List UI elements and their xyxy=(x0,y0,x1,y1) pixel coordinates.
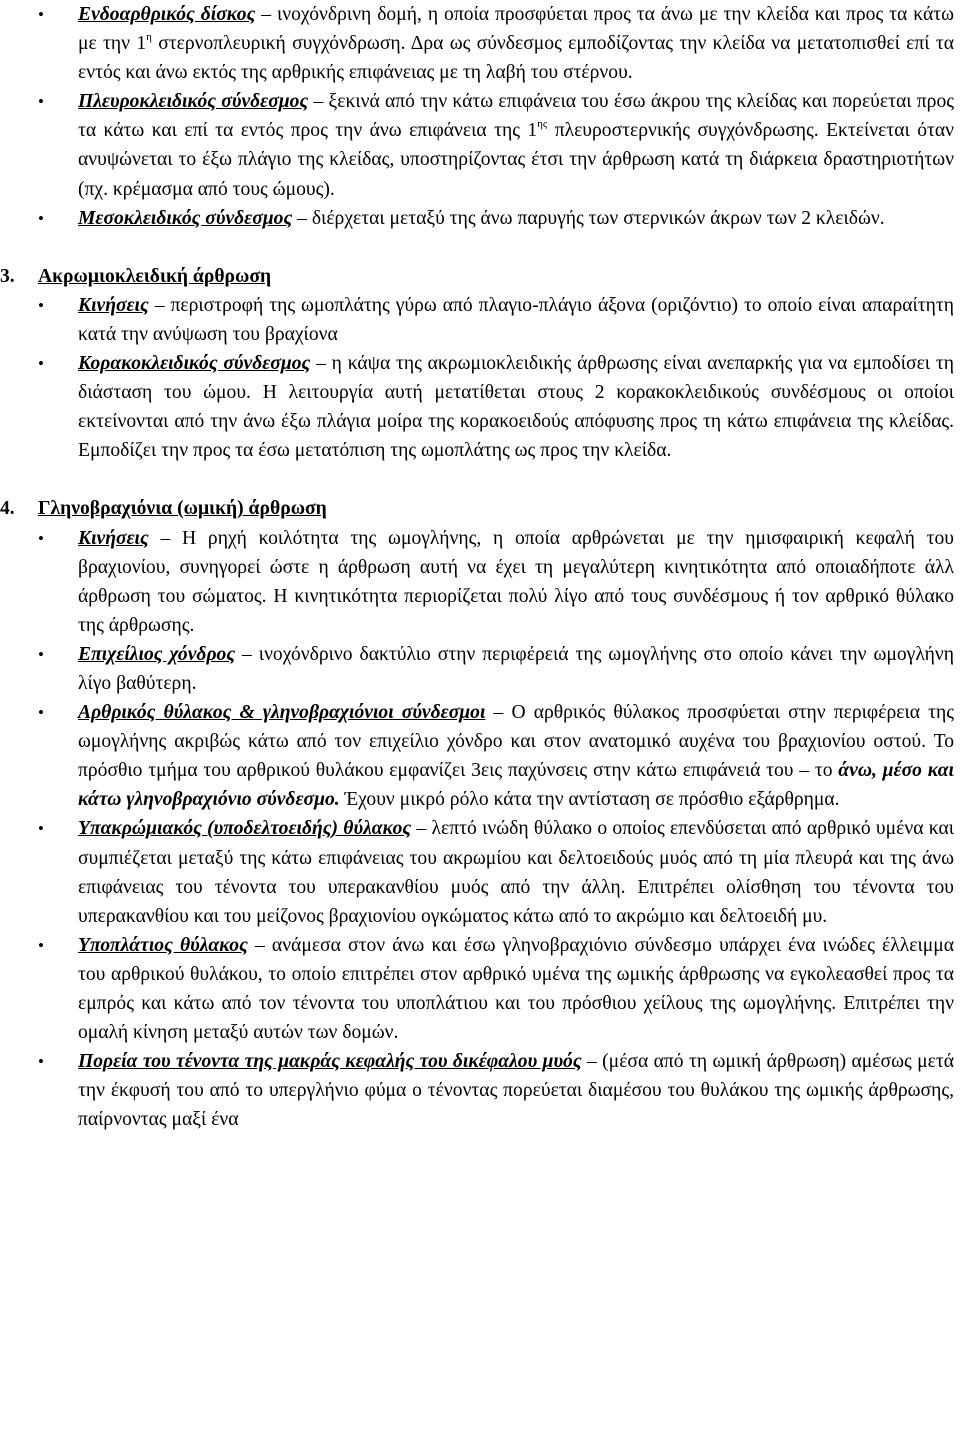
bullet-icon: • xyxy=(38,1052,44,1072)
section-a-list xyxy=(0,0,954,233)
item-term: Υπακρώμιακός (υποδελτοειδής) θύλακος xyxy=(78,818,412,840)
item-term: Κορακοκλειδικός σύνδεσμος xyxy=(78,353,311,375)
bullet-icon: • xyxy=(38,644,44,664)
item-text: – διέρχεται μεταξύ της άνω παρυγής των στερνικών άκρων των 2 κλειδών. xyxy=(292,207,885,229)
section-3-item xyxy=(0,291,954,349)
section-4-number: 4. xyxy=(0,498,15,520)
section-a-item xyxy=(0,204,954,233)
section-4-title: Γληνοβραχιόνια (ωμική) άρθρωση xyxy=(38,498,327,520)
bullet-icon: • xyxy=(38,295,44,315)
item-term: Ενδοαρθρικός δίσκος xyxy=(78,4,256,25)
item-term: Πορεία του τένοντα της μακράς κεφαλής του δικέφαλου μυός xyxy=(78,1051,582,1073)
section-3-number: 3. xyxy=(0,265,15,287)
item-text: – περιστροφή της ωμοπλάτης γύρω από πλαγιο-πλάγιο άξονα (οριζόντιο) το οποίο είναι απαραίτητη κατά την ανύψωση του βραχίονα xyxy=(78,294,954,345)
item-text: – ανάμεσα στον άνω και έσω γληνοβραχιόνιο σύνδεσμο υπάρχει ένα ινώδες έλλειμμα του αρθρικού θυλάκου, το οποίο επιτρέπει στον αρθρικό υμένα της ωμικής άρθρωσης να εγκολεασθεί προς τα εμπρός και κάτω από τον τένοντα του υποπλάτιου και του πρόσθιου χείλους της ωμογλήνης. Επιτρέπει την ομαλή κίνηση μεταξύ αυτών των δομών. xyxy=(78,934,954,1044)
item-text: – ινοχόνδρινη δομή, η οποία προσφύεται προς τα άνω με την κλείδα και προς τα κάτω με την $1^\eta$ στερνοπλευρική συγχόνδρωση. Δρα ως σύνδεσμος εμποδίζοντας την κλείδα να μετατοπισθεί επί τα εντός και άνω εκτός της αρθρικής επιφάνειας με τη λαβή του στέρνου. xyxy=(78,4,955,84)
spacer xyxy=(0,233,954,262)
item-text: – (μέσα από τη ωμική άρθρωση) αμέσως μετά την έκφυσή του από το υπεργλήνιο φύμα ο τένοντας πορεύεται διαμέσου του θυλάκου της ωμικής άρθρωσης, παίρνοντας μαξί ένα xyxy=(78,1051,954,1131)
item-term: Μεσοκλειδικός σύνδεσμος xyxy=(78,207,293,229)
bullet-icon: • xyxy=(38,703,44,723)
item-text: – ξεκινά από την κάτω επιφάνεια του έσω άκρου της κλείδας και πορεύεται προς τα κάτω και επί τα εντός προς την άνω επιφάνεια της $1^{\eta\varsigma}$ πλευροστερνικής συγχόνδρωσης. Εκτείνεται όταν ανυψώνεται το έξω πλάγιο της κλείδας, υποστηρίζοντας έτσι την άρθρωση κατά τη διάρκεια δραστηριοτήτων (πχ. κρέμασμα από τους ώμους). xyxy=(78,91,955,200)
item-text: – λεπτό ινώδη θύλακο ο οποίος επενδύσεται από αρθρικό υμένα και συμπιέζεται μεταξύ της κάτω επιφάνειας του ακρωμίου και δελτοειδούς μυός από τη μία πλευρά και της άνω επιφάνειας του τένοντα του υπερακανθίου μυός από την άλλη. Επιτρέπει ολίσθηση του τένοντα του υπερακανθίου και του μείζονος βραχιονίου ογκώματος κάτω από το ακρώμιο και δελτοειδή μυ. xyxy=(78,818,954,927)
bullet-icon: • xyxy=(38,208,44,228)
spacer xyxy=(0,465,954,494)
item-text: – Η ρηχή κοιλότητα της ωμογλήνης, η οποία αρθρώνεται με την ημισφαιρική κεφαλή του βραχιονίου, συνηγορεί ώστε η άρθρωση αυτή να έχει τη μεγαλύτερη κινητικότητα από οποιαδήποτε άλλ άρθρωση του σώματος. Η κινητικότητα περιορίζεται πολύ λίγο από τους συνδέσμους ή τον αρθρικό θύλακο της άρθρωσης. xyxy=(78,527,954,636)
section-a-item xyxy=(0,0,954,87)
item-text: – Ο αρθρικός θύλακος προσφύεται στην περιφέρεια της ωμογλήνης ακριβώς κάτω από τον επιχείλιο χόνδρο και στον ανατομικό αυχένα του βραχιονίου οστού. Το πρόσθιο τμήμα του αρθρικού θυλάκου εμφανίζει 3εις παχύνσεις στην κάτω επιφάνειά του – το άνω, μέσο και κάτω γληνοβραχιόνιο σύνδεσμο. Έχουν μικρό ρόλο κάτα την αντίσταση σε πρόσθιο εξάρθρημα. xyxy=(78,702,955,811)
section-4-item xyxy=(0,931,954,1047)
bullet-icon: • xyxy=(38,528,44,548)
item-term: Κινήσεις xyxy=(78,527,149,549)
section-4-item xyxy=(0,524,954,640)
section-4-item xyxy=(0,640,954,698)
bullet-icon: • xyxy=(38,819,44,839)
section-3-title: Ακρωμιοκλειδική άρθρωση xyxy=(38,265,272,287)
section-3-list xyxy=(0,291,954,466)
bullet-icon: • xyxy=(38,5,44,24)
section-4-item xyxy=(0,1047,954,1134)
item-term: Αρθρικός θύλακος & γληνοβραχιόνιοι σύνδεσμοι xyxy=(78,702,486,724)
section-a-item xyxy=(0,87,954,203)
section-3-heading xyxy=(0,262,954,291)
item-term: Επιχείλιος χόνδρος xyxy=(78,643,236,665)
section-4-heading xyxy=(0,494,954,523)
bullet-icon: • xyxy=(38,935,44,955)
section-4-item xyxy=(0,698,954,814)
section-4-item xyxy=(0,814,954,930)
item-term: Κινήσεις xyxy=(78,294,149,316)
bullet-icon: • xyxy=(38,354,44,374)
item-text: – ινοχόνδρινο δακτύλιο στην περιφέρειά της ωμογλήνης στο οποίο κάνει την ωμογλήνη λίγο βαθύτερη. xyxy=(78,643,954,694)
item-term: Υποπλάτιος θύλακος xyxy=(78,934,248,956)
section-3-item xyxy=(0,349,954,465)
bullet-icon: • xyxy=(38,92,44,112)
section-4-list xyxy=(0,524,954,1135)
item-text: – η κάψα της ακρωμιοκλειδικής άρθρωσης είναι ανεπαρκής για να εμποδίσει τη διάσταση του ώμου. Η λειτουργία αυτή μετατίθεται στους 2 κορακοκλειδικούς συνδέσμους οι οποίοι εκτείνονται από την άνω έξω πλάγια μοίρα της κορακοειδούς απόφυσης προς τη κάτω επιφάνεια της κλείδας. Εμποδίζει την προς τα έσω μετατόπιση της ωμοπλάτης ως προς την κλείδα. xyxy=(78,353,954,462)
item-term: Πλευροκλειδικός σύνδεσμος xyxy=(78,91,309,113)
